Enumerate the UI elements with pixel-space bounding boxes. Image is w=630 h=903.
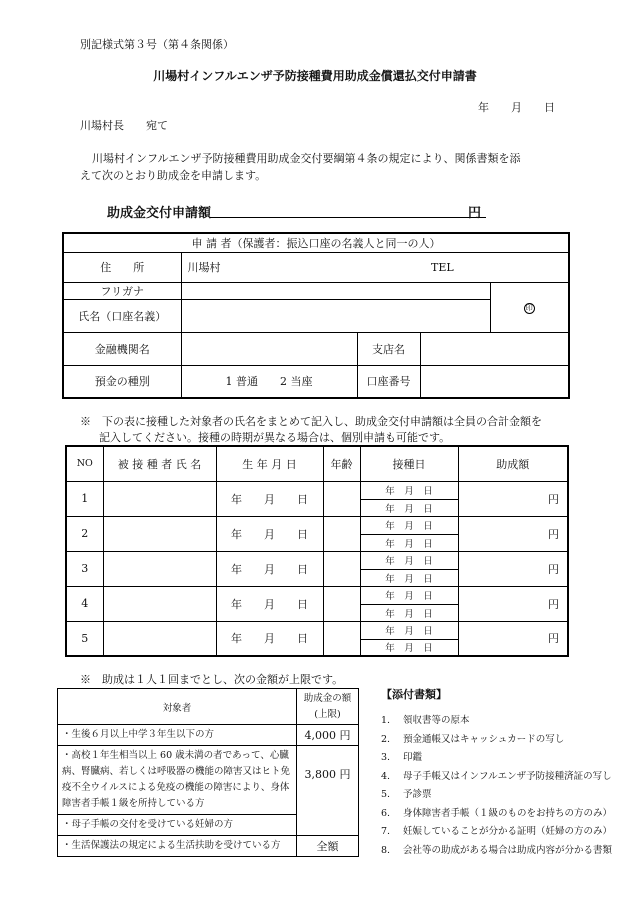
row-number: 4	[66, 586, 103, 621]
limits-header-amount-line-1: 助成金の額	[303, 692, 352, 704]
subject-name-field[interactable]	[103, 586, 216, 621]
form-id: 別記様式第３号（第４条関係）	[80, 38, 234, 51]
dob-field[interactable]: 年 月 日	[216, 586, 323, 621]
bank-field[interactable]	[181, 332, 357, 365]
attachment-text: 会社等の助成がある場合は助成内容が分かる書類	[403, 844, 613, 856]
vaccination-date-field[interactable]: 年 月 日	[360, 639, 458, 656]
name-field[interactable]	[181, 299, 490, 332]
seal-cell	[490, 282, 569, 332]
deposit-options[interactable]: 1 普通 2 当座	[181, 365, 357, 398]
vaccination-date-field[interactable]: 年 月 日	[360, 534, 458, 551]
row-number: 2	[66, 516, 103, 551]
limit-amount: 全額	[297, 836, 359, 857]
limits-header-amount-line-2: (上限)	[314, 708, 341, 720]
amount-field[interactable]: 円	[458, 481, 568, 516]
addressee: 川場村長 宛て	[80, 119, 168, 132]
vaccination-date-field[interactable]: 年 月 日	[360, 481, 458, 499]
age-field[interactable]	[323, 481, 360, 516]
header-vaccination-date: 接種日	[360, 446, 458, 481]
attachment-text: 預金通帳又はキャッシュカードの写し	[403, 733, 565, 745]
request-amount-line[interactable]	[210, 217, 486, 218]
branch-label: 支店名	[357, 332, 420, 365]
furigana-label: フリガナ	[63, 282, 181, 299]
attachment-number: 4.	[381, 770, 391, 782]
intro-line-1: 川場村インフルエンザ予防接種費用助成金交付要綱第４条の規定により、関係書類を添	[92, 152, 521, 165]
account-label: 口座番号	[357, 365, 420, 398]
vaccination-date-field[interactable]: 年 月 日	[360, 516, 458, 534]
attachment-item	[381, 805, 612, 824]
age-field[interactable]	[323, 551, 360, 586]
subject-row	[66, 551, 568, 569]
header-age: 年齢	[323, 446, 360, 481]
subject-row	[66, 621, 568, 639]
applicant-header: 申 請 者（保護者：振込口座の名義人と同一の人）	[63, 233, 569, 252]
note-1-line-1: ※ 下の表に接種した対象者の氏名をまとめて記入し、助成金交付申請額は全員の合計金額を	[80, 415, 542, 428]
attachments-title: 【添付書類】	[381, 688, 447, 701]
subject-name-field[interactable]	[103, 551, 216, 586]
name-label: 氏名（口座名義）	[63, 299, 181, 332]
attachment-number: 8.	[381, 844, 391, 856]
header-amount: 助成額	[458, 446, 568, 481]
age-field[interactable]	[323, 516, 360, 551]
attachment-number: 2.	[381, 733, 391, 745]
limits-header-target: 対象者	[58, 689, 297, 725]
address-field[interactable]	[181, 252, 569, 282]
attachment-item	[381, 823, 612, 842]
attachment-text: 身体障害者手帳（１級のものをお持ちの方のみ）	[403, 807, 613, 819]
limit-amount: 4,000 円	[297, 725, 359, 746]
intro-line-2: えて次のとおり助成金を申請します。	[80, 169, 267, 182]
attachment-text: 印鑑	[403, 752, 423, 763]
subjects-table	[65, 445, 569, 657]
limits-table	[57, 688, 359, 857]
limit-target: ・高校１年生相当以上 60 歳未満の者であって、心臓病、腎臓病、若しくは呼吸器の機能の障害又はヒト免疫不全ウイルスによる免疫の機能の障害により、身体障害者手帳１級を所持している方	[58, 746, 297, 815]
amount-field[interactable]: 円	[458, 586, 568, 621]
applicant-table	[62, 232, 570, 399]
age-field[interactable]	[323, 621, 360, 656]
amount-field[interactable]: 円	[458, 551, 568, 586]
subject-row	[66, 516, 568, 534]
attachment-text: 母子手帳又はインフルエンザ予防接種済証の写し	[403, 770, 612, 782]
row-number: 5	[66, 621, 103, 656]
seal-icon: 印	[525, 304, 533, 312]
note-2: ※ 助成は１人１回までとし、次の金額が上限です。	[80, 673, 344, 686]
row-number: 1	[66, 481, 103, 516]
header-no: NO	[66, 446, 103, 481]
attachment-number: 6.	[381, 807, 391, 819]
subject-name-field[interactable]	[103, 621, 216, 656]
vaccination-date-field[interactable]: 年 月 日	[360, 499, 458, 516]
attachment-item	[381, 842, 612, 861]
subject-name-field[interactable]	[103, 481, 216, 516]
branch-field[interactable]	[420, 332, 569, 365]
amount-field[interactable]: 円	[458, 516, 568, 551]
vaccination-date-field[interactable]: 年 月 日	[360, 621, 458, 639]
vaccination-date-field[interactable]: 年 月 日	[360, 586, 458, 604]
account-field[interactable]	[420, 365, 569, 398]
limit-target: ・母子手帳の交付を受けている妊婦の方	[58, 815, 297, 836]
deposit-type-label: 預金の種別	[63, 365, 181, 398]
furigana-field[interactable]	[181, 282, 490, 299]
tel-label: TEL	[431, 261, 454, 274]
dob-field[interactable]: 年 月 日	[216, 516, 323, 551]
dob-field[interactable]: 年 月 日	[216, 481, 323, 516]
vaccination-date-field[interactable]: 年 月 日	[360, 569, 458, 586]
request-amount-unit: 円	[468, 206, 482, 221]
attachment-number: 3.	[381, 752, 391, 763]
note-1-line-2: 記入してください。接種の時期が異なる場合は、個別申請も可能です。	[99, 431, 451, 444]
attachment-number: 7.	[381, 826, 391, 837]
attachment-item	[381, 768, 612, 787]
limit-target: ・生後６月以上中学３年生以下の方	[58, 725, 297, 746]
date-line: 年 月 日	[478, 101, 555, 114]
attachment-text: 妊娠していることが分かる証明（妊婦の方のみ）	[403, 826, 613, 837]
dob-field[interactable]: 年 月 日	[216, 551, 323, 586]
age-field[interactable]	[323, 586, 360, 621]
vaccination-date-field[interactable]: 年 月 日	[360, 551, 458, 569]
attachments-list	[381, 712, 612, 860]
subject-name-field[interactable]	[103, 516, 216, 551]
attachment-number: 1.	[381, 715, 391, 726]
limits-header-amount	[297, 689, 359, 725]
vaccination-date-field[interactable]: 年 月 日	[360, 604, 458, 621]
attachment-text: 予診票	[403, 789, 432, 800]
row-number: 3	[66, 551, 103, 586]
limit-target: ・生活保護法の規定による生活扶助を受けている方	[58, 836, 297, 857]
header-dob: 生 年 月 日	[216, 446, 323, 481]
document-title: 川場村インフルエンザ予防接種費用助成金償還払交付申請書	[153, 69, 477, 83]
request-amount-label: 助成金交付申請額	[107, 206, 212, 221]
subject-row	[66, 586, 568, 604]
attachment-item	[381, 731, 612, 750]
attachment-item	[381, 749, 612, 768]
attachment-item	[381, 712, 612, 731]
header-name: 被 接 種 者 氏 名	[103, 446, 216, 481]
address-value: 川場村	[187, 261, 221, 274]
attachment-text: 領収書等の原本	[403, 715, 470, 726]
attachment-number: 5.	[381, 789, 391, 800]
address-label: 住 所	[63, 252, 181, 282]
amount-field[interactable]: 円	[458, 621, 568, 656]
limit-amount: 3,800 円	[297, 746, 359, 836]
attachment-item	[381, 786, 612, 805]
bank-label: 金融機関名	[63, 332, 181, 365]
dob-field[interactable]: 年 月 日	[216, 621, 323, 656]
subject-row	[66, 481, 568, 499]
